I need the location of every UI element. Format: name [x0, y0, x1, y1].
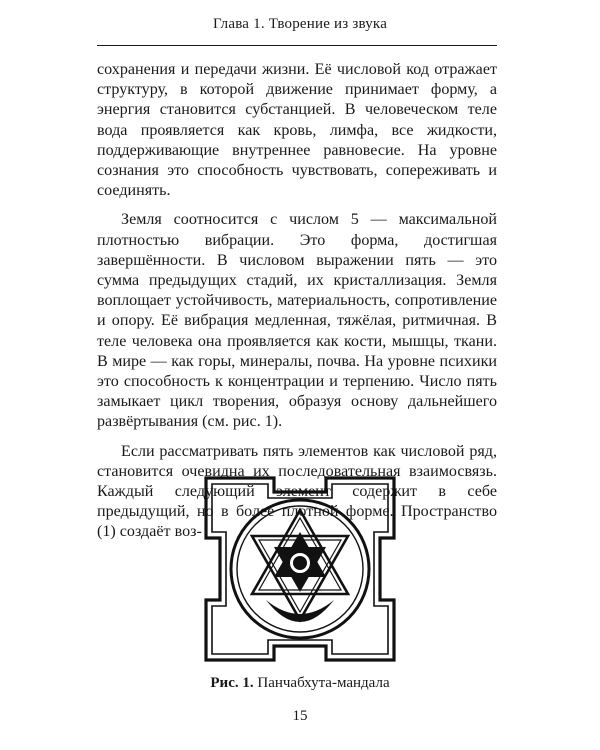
page-number: 15: [292, 708, 308, 724]
header-rule: [97, 45, 497, 46]
running-header: Глава 1. Творение из звука: [212, 16, 388, 32]
panchabhuta-mandala-figure: [202, 474, 398, 664]
bindu-dot: [293, 556, 307, 570]
paragraph: Если рассматривать пять элементов как числовой ряд, становится очевидна их последовательная взаимосвязь. Каждый следующий элемент содержит в себе предыдущий, но в более плотной форме. Пространство (1) создаёт воз-: [97, 442, 497, 541]
paragraph: Земля соотносится с числом 5 — максимальной плотностью вибрации. Это форма, достигшая завершённости. В числовом выражении пять — это сумма предыдущих стадий, их кристаллизация. Земля воплощает устойчивость, материальность, сопротивление и опору. Её вибрация медленная, тяжёлая, ритмичная. В теле человека она проявляется как кости, мышцы, ткани. В мире — как горы, минералы, почва. На уровне психики это способность к концентрации и терпению. Число пять замыкает цикл творения, образуя основу дальнейшего развёртывания (см. рис. 1).: [97, 211, 497, 431]
caption-label: Рис. 1.: [210, 675, 254, 691]
figure-caption: [0, 675, 600, 692]
paragraph: сохранения и передачи жизни. Её числовой код отражает структуру, в которой движение принимает форму, а энергия становится субстанцией. В человеческом теле вода проявляется как кровь, лимфа, все жидкости, поддерживающие внутреннее равновесие. На уровне сознания это способность чувствовать, сопереживать и соединять.: [97, 61, 497, 200]
caption-text: Панчабхута-мандала: [257, 675, 390, 691]
